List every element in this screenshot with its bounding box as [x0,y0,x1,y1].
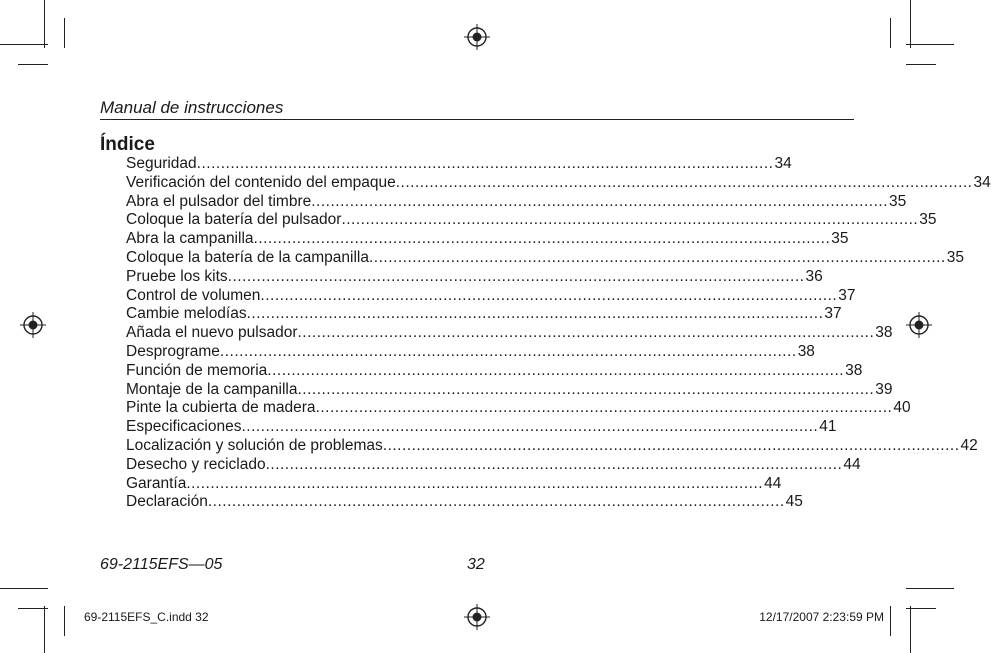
toc-leader-dots: ........................................................................................................................ [297,380,875,398]
toc-entry-page: 38 [875,324,893,342]
registration-mark-icon [464,604,490,630]
crop-mark [0,588,48,589]
registration-mark-icon [20,312,46,338]
toc-entry-label: Desecho y reciclado [126,455,266,473]
table-of-contents [126,155,991,512]
crop-mark [64,606,65,636]
toc-entry [126,230,849,249]
toc-entry-page: 40 [893,399,911,417]
toc-entry-label: Añada el nuevo pulsador [126,324,298,342]
toc-entry [126,305,842,324]
registration-mark-icon [464,24,490,50]
toc-entry [126,248,965,268]
toc-entry [126,493,803,512]
toc-entry [126,361,863,381]
toc-leader-dots: ........................................................................................................................ [265,455,843,473]
toc-entry-page: 38 [797,342,815,360]
toc-leader-dots: ........................................................................................................................ [246,305,824,323]
toc-entry-page: 35 [889,192,907,210]
toc-entry-label: Especificaciones [126,418,242,436]
toc-entry-label: Coloque la batería del pulsador [126,211,342,229]
toc-leader-dots: ........................................................................................................................ [311,192,889,210]
toc-leader-dots: ........................................................................................................................ [219,342,797,360]
toc-heading: Índice [100,134,155,155]
crop-mark [910,606,911,653]
toc-entry-label: Desprograme [126,342,220,360]
toc-entry [126,324,893,343]
toc-entry [126,173,991,193]
crop-mark [910,0,911,48]
toc-entry-label: Declaración [126,493,208,511]
toc-entry-label: Verificación del contenido del empaque [126,173,396,191]
toc-entry-label: Función de memoria [126,361,268,379]
toc-entry-page: 35 [946,248,965,266]
toc-leader-dots: ........................................................................................................................ [227,267,805,285]
toc-entry-page: 34 [973,173,991,191]
toc-entry-page: 44 [843,455,861,473]
toc-entry-label: Garantía [126,474,187,492]
toc-entry-page: 42 [960,436,978,454]
file-slug: 69-2115EFS_C.indd 32 [84,610,209,624]
crop-mark [906,588,954,589]
toc-entry [126,211,937,230]
toc-entry-page: 36 [805,267,823,285]
toc-leader-dots: ........................................................................................................................ [395,173,973,191]
toc-entry-label: Pruebe los kits [126,267,228,285]
toc-entry [126,192,907,212]
toc-entry-page: 39 [875,380,893,398]
toc-entry-label: Seguridad [126,155,197,172]
toc-leader-dots: ........................................................................................................................ [382,436,960,454]
toc-leader-dots: ........................................................................................................................ [315,399,893,417]
toc-entry-page: 38 [845,361,863,379]
toc-entry [126,342,815,362]
toc-leader-dots: ........................................................................................................................ [369,248,946,266]
header-divider [100,119,854,120]
crop-mark [18,64,48,65]
crop-mark [906,44,954,45]
toc-entry [126,455,861,475]
toc-entry-page: 37 [824,305,842,323]
toc-leader-dots: ........................................................................................................................ [253,230,831,248]
toc-entry-page: 34 [774,155,792,172]
crop-mark [890,606,891,636]
crop-mark [906,64,936,65]
crop-mark [0,44,48,45]
toc-entry [126,474,782,494]
toc-entry [126,399,911,418]
toc-entry-page: 35 [919,211,937,229]
toc-entry-label: Localización y solución de problemas [126,436,383,454]
document-number: 69-2115EFS—05 [100,556,223,573]
toc-leader-dots: ........................................................................................................................ [341,211,919,229]
toc-entry [126,380,893,400]
toc-entry-page: 41 [819,418,837,436]
toc-leader-dots: ........................................................................................................................ [196,155,774,172]
crop-mark [44,606,45,653]
crop-mark [890,18,891,48]
toc-entry-page: 35 [831,230,849,248]
toc-leader-dots: ........................................................................................................................ [186,474,764,492]
toc-entry-label: Abra la campanilla [126,230,254,248]
toc-entry [126,267,823,287]
toc-entry-page: 44 [764,474,782,492]
toc-leader-dots: ........................................................................................................................ [241,418,819,436]
running-header-title: Manual de instrucciones [100,98,284,117]
toc-entry [126,286,856,306]
toc-entry-label: Control de volumen [126,286,261,304]
crop-mark [64,18,65,48]
toc-leader-dots: ........................................................................................................................ [297,324,875,342]
page-number: 32 [467,556,485,573]
toc-entry-label: Cambie melodías [126,305,247,323]
toc-entry-label: Abra el pulsador del timbre [126,192,312,210]
toc-entry [126,155,792,174]
crop-mark [44,0,45,48]
toc-leader-dots: ........................................................................................................................ [260,286,838,304]
toc-leader-dots: ........................................................................................................................ [207,493,785,511]
toc-entry-page: 37 [838,286,856,304]
toc-entry-page: 45 [785,493,803,511]
timestamp-slug: 12/17/2007 2:23:59 PM [759,610,884,624]
toc-entry-label: Montaje de la campanilla [126,380,298,398]
toc-leader-dots: ........................................................................................................................ [267,361,845,379]
registration-mark-icon [906,312,932,338]
toc-entry [126,418,837,437]
toc-entry [126,436,978,456]
toc-entry-label: Coloque la batería de la campanilla [126,248,369,266]
toc-entry-label: Pinte la cubierta de madera [126,399,316,417]
